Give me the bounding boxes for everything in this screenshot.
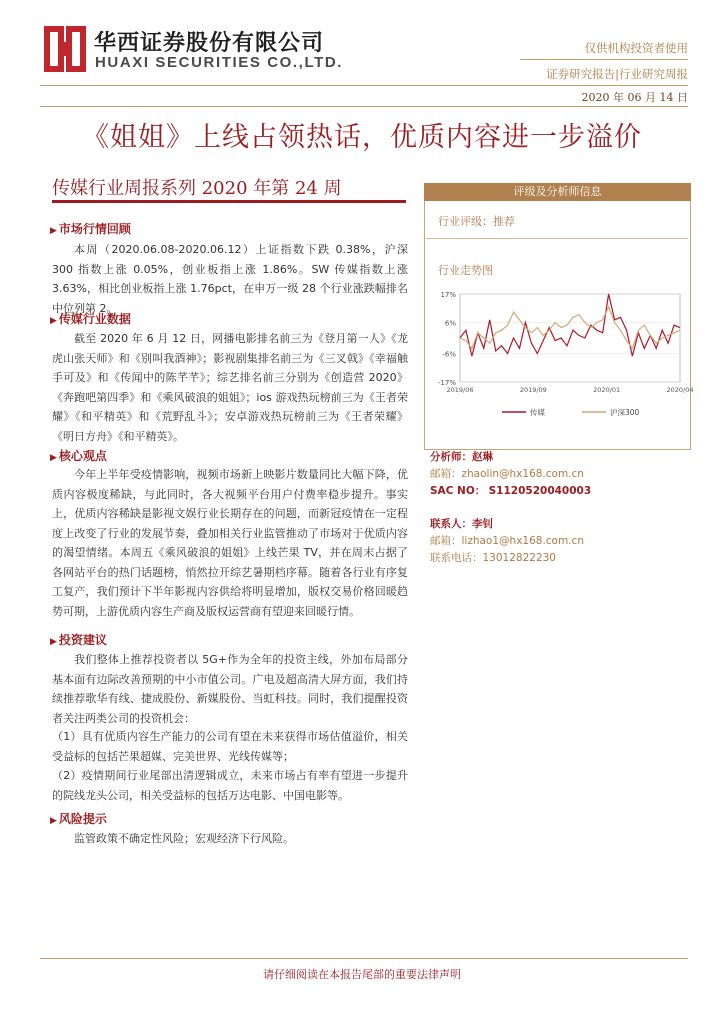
rating-divider	[426, 238, 688, 239]
x-tick-label: 2020/01	[593, 386, 621, 394]
series-line-media	[460, 294, 680, 356]
contact-phone: 13012822230	[482, 552, 556, 564]
section-heading-data: ▶ 传媒行业数据	[50, 312, 131, 326]
contact-block: 联系人：李钊 邮箱：lizhao1@hx168.com.cn 联系电话：13012822230	[430, 518, 584, 564]
institution-notice: 仅供机构投资者使用	[584, 41, 688, 55]
section-para-risk: 监管政策不确定性风险；宏观经济下行风险。	[74, 832, 294, 845]
y-tick-label: 6%	[444, 319, 456, 328]
y-tick-label: 17%	[440, 291, 456, 299]
company-name-cn: 华西证券股份有限公司	[94, 30, 325, 56]
header-rule-1	[520, 59, 688, 60]
subtitle-underline	[52, 200, 406, 203]
legal-notice: 请仔细阅读在本报告尾部的重要法律声明	[263, 968, 461, 981]
section-para-view: 今年上半年受疫情影响，视频市场新上映影片数量同比大幅下降，优质内容极度稀缺，与此同时，各大视频平台用户付费率稳步提升。事实上，优质内容稀缺是影视文娱行业长期存在的问题，而新冠疫情在一定程度上改变了行业的发展节奏，叠加相关行业监管推动了市场对于优质内容的渴望情绪。本周五《乘风破浪的姐姐》上线芒果 TV，并在周末占据了各网站平台的热门话题榜，悄然拉开综艺暑期档序幕。随着各行业有序复工复产，我们预计下半年影视内容供给将明显增加，版权交易价格回暖趋势可期，上游优质内容生产商及版权运营商有望迎来回暖行情。	[52, 468, 408, 618]
section-para-invest-1: 我们整体上推荐投资者以 5G+作为全年的投资主线，外加布局部分基本面有边际改善预期的中小市值公司。广电及超高清大屏方面，我们持续推荐歌华有线、捷成股份、新媒股份、当虹科技。同时，我们提醒投资者关注两类公司的投资机会：	[52, 653, 408, 725]
x-tick-label: 2020/04	[666, 386, 694, 394]
company-name-en: HUAXI SECURITIES CO.,LTD.	[95, 54, 344, 71]
section-para-data: 截至 2020 年 6 月 12 日，网播电影排名前三为《登月第一人》《龙虎山张天师》和《别叫我酒神》；影视剧集排名前三为《三叉戟》《幸福触手可及》和《传闻中的陈芊芊》；综艺排名前三分别为《创造营 2020》《奔跑吧第四季》和《乘风破浪的姐姐》；ios 游戏热玩榜前三为《王者荣耀》《和平精英》和《荒野乱斗》；安卓游戏热玩榜前三为《王者荣耀》《明日方舟》《和平精英》。	[52, 332, 408, 443]
analyst-1-email: zhaolin@hx168.com.cn	[461, 468, 584, 480]
section-heading-invest: ▶ 投资建议	[50, 633, 107, 647]
section-para-market: 本周（2020.06.08-2020.06.12）上证指数下跌 0.38%，沪深 300 指数上涨 0.05%，创业板指上涨 1.86%。SW 传媒指数上涨 3.63%，相比创业板指上涨 1.76pct，在申万一级 28 个行业涨跌幅排名中位列第 2。	[52, 243, 408, 315]
huaxi-logo-icon	[44, 26, 86, 72]
analyst-1-cert: S1120520040003	[488, 485, 592, 497]
section-para-invest-3: （2）疫情期间行业尾部出清逻辑成立，未来市场占有率有望进一步提升的院线龙头公司，相关受益标的包括万达电影、中国电影等。	[52, 769, 408, 802]
analyst-1-block: 分析师：赵琳 邮箱：zhaolin@hx168.com.cn SAC NO： S1120520040003	[430, 451, 592, 497]
industry-trend-chart	[428, 284, 694, 434]
x-tick-label: 2019/09	[519, 386, 547, 394]
section-heading-market: ▶ 市场行情回顾	[50, 222, 131, 236]
y-tick-label: -17%	[437, 379, 456, 387]
contact-name: 李钊	[472, 518, 493, 530]
rating-box-header: 评级及分析师信息	[424, 183, 691, 201]
header-rule-2	[40, 85, 688, 86]
y-tick-label: -6%	[442, 350, 456, 359]
x-tick-label: 2019/06	[446, 386, 474, 394]
report-title: 《姐姐》上线占领热话，优质内容进一步溢价	[82, 122, 642, 153]
industry-rating: 行业评级：推荐	[438, 215, 515, 228]
report-subtitle: 传媒行业周报系列 2020 年第 24 周	[52, 178, 342, 199]
section-heading-view: ▶ 核心观点	[50, 449, 107, 463]
legend-label: 沪深300	[610, 408, 640, 417]
footer-rule	[40, 958, 688, 959]
report-date: 2020 年 06 月 14 日	[581, 91, 688, 104]
header-rule-3	[40, 106, 688, 107]
analyst-1-name: 赵琳	[472, 451, 493, 463]
trend-chart-title: 行业走势图	[438, 264, 493, 277]
contact-email: lizhao1@hx168.com.cn	[461, 535, 584, 547]
legend-label: 传媒	[530, 408, 545, 417]
section-para-invest-2: （1）具有优质内容生产能力的公司有望在未来获得市场估值溢价，相关受益标的包括芒果超媒、完美世界、光线传媒等；	[52, 730, 408, 763]
section-heading-risk: ▶ 风险提示	[50, 812, 107, 826]
report-kind: 证券研究报告|行业研究周报	[546, 67, 688, 81]
